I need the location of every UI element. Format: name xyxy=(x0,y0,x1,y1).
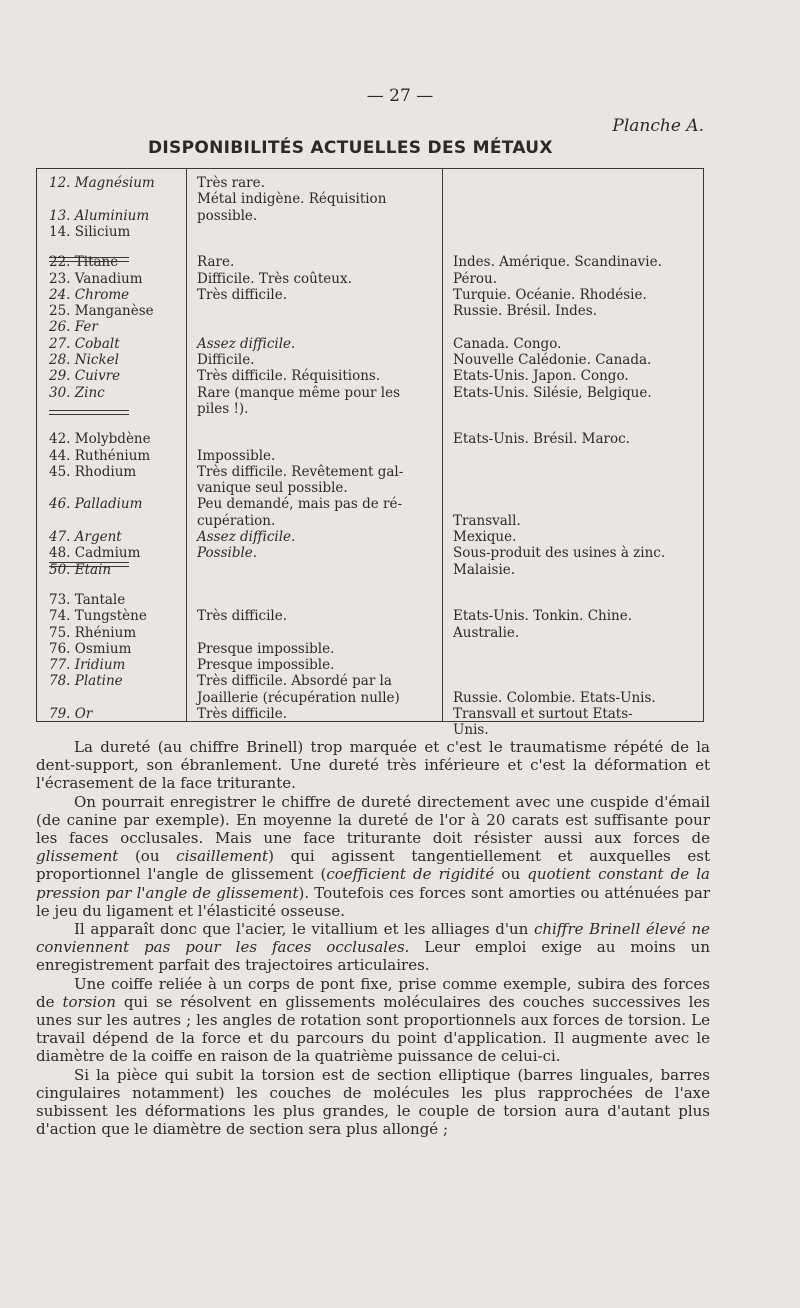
country-cell: Indes. Amérique. Scandinavie. xyxy=(453,254,662,271)
metal-cell: 76. Osmium xyxy=(49,640,132,657)
availability-cell: cupération. xyxy=(197,512,276,529)
country-cell: Etats-Unis. Silésie, Belgique. xyxy=(453,384,652,401)
table-title: DISPONIBILITÉS ACTUELLES DES MÉTAUX xyxy=(148,138,553,158)
group-separator xyxy=(49,410,129,415)
availability-cell: Métal indigène. Réquisition xyxy=(197,191,387,208)
availability-cell: Très difficile. Réquisitions. xyxy=(197,368,381,385)
availability-cell: Assez difficile. xyxy=(197,529,296,545)
availability-cell: Joaillerie (récupération nulle) xyxy=(197,689,400,706)
paragraph: La dureté (au chiffre Brinell) trop marquée et c'est le traumatisme répété de la dent-support, son ébranlement. Une dureté très inférieure et c'est la déformation et l'écrasement de la face triturante. xyxy=(36,738,710,793)
body-text xyxy=(36,738,710,1138)
availability-cell: Impossible. xyxy=(197,447,276,464)
availability-cell: Presque impossible. xyxy=(197,657,335,674)
country-cell: Transvall. xyxy=(453,512,521,529)
country-cell: Australie. xyxy=(453,624,520,641)
metal-cell: 26. Fer xyxy=(49,319,98,336)
availability-cell: Difficile. Très coûteux. xyxy=(197,270,352,287)
metal-cell: 13. Aluminium xyxy=(49,207,150,224)
availability-cell: possible. xyxy=(197,207,258,224)
metal-cell: 29. Cuivre xyxy=(49,368,121,385)
metal-cell: 50. Etain xyxy=(49,561,112,578)
metal-cell: 44. Ruthénium xyxy=(49,447,151,464)
paragraph: Il apparaît donc que l'acier, le vitallium et les alliages d'un chiffre Brinell élevé ne conviennent pas pour les faces occlusales. Leur emploi exige au moins un enregistrement parfait des trajectoires articulaires. xyxy=(36,920,711,975)
country-cell: Turquie. Océanie. Rhodésie. xyxy=(453,286,647,303)
column-divider xyxy=(442,169,443,721)
paragraph: On pourrait enregistrer le chiffre de dureté directement avec une cuspide d'émail (de canine par exemple). En moyenne la dureté de l'or à 20 carats est suffisante pour les faces occlusales. Mais une face triturante doit résister aussi aux forces de glissement (ou cisaillement) qui agissent tangentiellement et auxquelles est proportionnel l'angle de glissement (coefficient de rigidité ou quotient constant de la pression par l'angle de glissement). Toutefois ces forces sont amorties ou atténuées par le jeu du ligament et l'élasticité osseuse. xyxy=(36,792,710,920)
metal-cell: 75. Rhénium xyxy=(49,624,137,641)
availability-cell: Très rare. xyxy=(197,175,265,191)
metal-cell: 42. Molybdène xyxy=(49,431,151,448)
country-cell: Russie. Brésil. Indes. xyxy=(453,303,597,320)
country-cell: Sous-produit des usines à zinc. xyxy=(453,545,666,562)
metal-cell: 24. Chrome xyxy=(49,286,130,303)
availability-cell: Possible. xyxy=(197,545,258,562)
metal-cell: 12. Magnésium xyxy=(49,175,155,191)
metal-cell: 27. Cobalt xyxy=(49,335,120,352)
country-cell: Etats-Unis. Tonkin. Chine. xyxy=(453,608,633,625)
metal-cell: 45. Rhodium xyxy=(49,463,137,480)
metal-cell: 77. Iridium xyxy=(49,657,126,674)
metal-cell: 74. Tungstène xyxy=(49,608,147,625)
paragraph: Une coiffe reliée à un corps de pont fixe, prise comme exemple, subira des forces de torsion qui se résolvent en glissements moléculaires des couches successives les unes sur les autres ; les angles de rotation sont proportionnels aux forces de torsion. Le travail dépend de la force et du parcours du point d'application. Il augmente avec le diamètre de la coiffe en raison de la quatrième puissance de celui-ci. xyxy=(36,974,710,1066)
country-cell: Unis. xyxy=(453,722,489,739)
metal-cell: 30. Zinc xyxy=(49,384,105,401)
availability-cell: Rare. xyxy=(197,254,235,271)
metal-cell: 79. Or xyxy=(49,706,93,722)
availability-cell: Très difficile. xyxy=(197,608,288,625)
metals-table xyxy=(36,168,704,739)
availability-cell: Assez difficile. xyxy=(197,335,296,352)
availability-cell: Très difficile. xyxy=(197,706,288,722)
availability-cell: Très difficile. Absordé par la xyxy=(197,673,392,690)
availability-cell: Rare (manque même pour les xyxy=(197,384,401,401)
availability-cell: vanique seul possible. xyxy=(197,480,348,497)
country-cell: Etats-Unis. Japon. Congo. xyxy=(453,368,629,385)
availability-cell: piles !). xyxy=(197,400,249,417)
country-cell: Nouvelle Calédonie. Canada. xyxy=(453,352,652,368)
country-cell: Pérou. xyxy=(453,270,498,287)
metal-cell: 78. Platine xyxy=(49,673,123,690)
country-cell: Etats-Unis. Brésil. Maroc. xyxy=(453,431,630,448)
country-cell: Russie. Colombie. Etats-Unis. xyxy=(453,689,656,706)
availability-cell: Difficile. xyxy=(197,352,255,368)
availability-cell: Très difficile. xyxy=(197,286,288,303)
country-cell: Canada. Congo. xyxy=(453,335,562,352)
availability-cell: Peu demandé, mais pas de ré- xyxy=(197,496,403,513)
metal-cell: 46. Palladium xyxy=(49,496,143,513)
metal-cell: 47. Argent xyxy=(49,529,122,545)
metal-cell: 22. Titane xyxy=(49,254,119,271)
metal-cell: 25. Manganèse xyxy=(49,303,154,320)
metal-cell: 23. Vanadium xyxy=(49,270,143,287)
metal-cell: 73. Tantale xyxy=(49,591,126,608)
page-number: — 27 — xyxy=(366,86,434,106)
availability-cell: Presque impossible. xyxy=(197,640,335,657)
metal-cell: 28. Nickel xyxy=(49,352,119,368)
plate-label: Planche A. xyxy=(612,116,704,136)
availability-cell: Très difficile. Revêtement gal- xyxy=(197,463,404,480)
country-cell: Malaisie. xyxy=(453,561,516,578)
country-cell: Transvall et surtout Etats- xyxy=(453,706,633,722)
metal-cell: 48. Cadmium xyxy=(49,545,141,562)
paragraph: Si la pièce qui subit la torsion est de section elliptique (barres linguales, barres cingulaires notamment) les couches de molécules les plus rapprochées de l'axe subissent les déformations les plus grandes, le couple de torsion aura d'autant plus d'action que le diamètre de section sera plus allongé ; xyxy=(36,1065,710,1139)
country-cell: Mexique. xyxy=(453,529,517,545)
column-divider xyxy=(186,169,187,721)
metal-cell: 14. Silicium xyxy=(49,223,131,240)
